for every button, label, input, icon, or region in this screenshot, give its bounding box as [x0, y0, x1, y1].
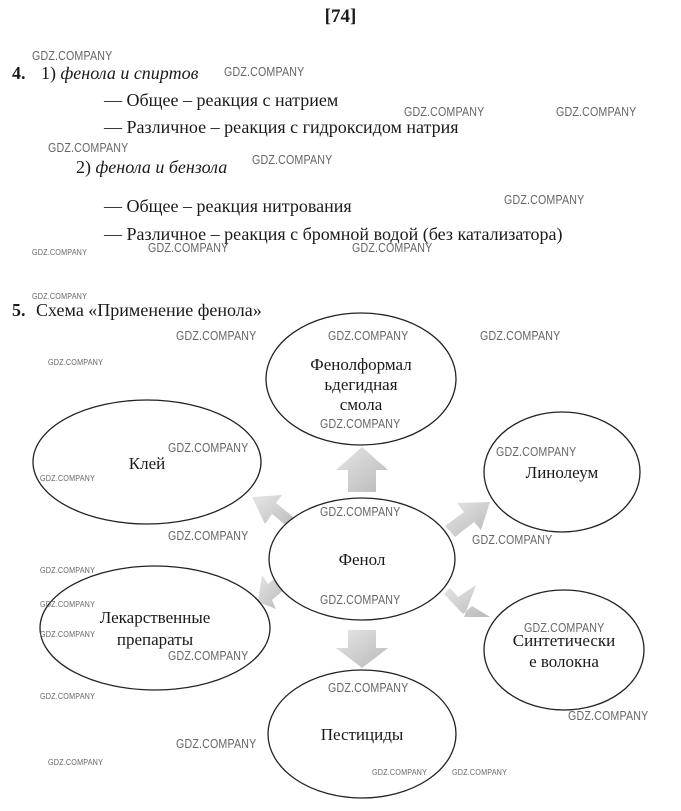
watermark: GDZ.COMPANY: [168, 648, 249, 663]
watermark: GDZ.COMPANY: [48, 358, 104, 367]
node-glue-label: Клей: [128, 454, 166, 473]
task4-item2-title: фенола и бензола: [95, 157, 228, 177]
watermark: GDZ.COMPANY: [40, 630, 96, 639]
watermark: GDZ.COMPANY: [504, 192, 585, 207]
watermark: GDZ.COMPANY: [40, 600, 96, 609]
watermark: GDZ.COMPANY: [320, 416, 401, 431]
watermark: GDZ.COMPANY: [320, 592, 401, 607]
page-number: [74]: [324, 6, 357, 27]
task5-number: 5.: [12, 300, 26, 320]
watermark: GDZ.COMPANY: [32, 248, 88, 257]
watermark: GDZ.COMPANY: [40, 474, 96, 483]
watermark: GDZ.COMPANY: [328, 328, 409, 343]
watermark: GDZ.COMPANY: [328, 680, 409, 695]
node-fibers: [484, 590, 644, 710]
task4-item1-title: фенола и спиртов: [60, 63, 199, 83]
watermark: GDZ.COMPANY: [168, 528, 249, 543]
node-medicine: [40, 566, 270, 690]
node-center-label: Фенол: [338, 550, 386, 569]
watermark: GDZ.COMPANY: [148, 240, 229, 255]
node-pesticides-label: Пестициды: [320, 725, 404, 744]
node-fibers-label-0: Синтетически: [512, 631, 616, 650]
task4-item2-line-1: — Различное – реакция с бромной водой (без катализатора): [104, 224, 563, 244]
watermark: GDZ.COMPANY: [524, 620, 605, 635]
watermark: GDZ.COMPANY: [452, 768, 508, 777]
watermark: GDZ.COMPANY: [496, 444, 577, 459]
node-medicine-label-1: препараты: [116, 630, 194, 649]
arrow-down-right-icon: [444, 585, 490, 617]
watermark: GDZ.COMPANY: [40, 566, 96, 575]
task4-item2-line-0: — Общее – реакция нитрования: [104, 196, 352, 216]
watermark: GDZ.COMPANY: [176, 736, 257, 751]
watermark: GDZ.COMPANY: [320, 504, 401, 519]
task5-title: Схема «Применение фенола»: [36, 300, 262, 320]
watermark: GDZ.COMPANY: [472, 532, 553, 547]
node-medicine-label-0: Лекарственные: [99, 608, 211, 627]
watermark: GDZ.COMPANY: [556, 104, 637, 119]
node-resin-label-1: ьдегидная: [324, 375, 398, 394]
watermark: GDZ.COMPANY: [372, 768, 428, 777]
watermark: GDZ.COMPANY: [40, 692, 96, 701]
watermark: GDZ.COMPANY: [404, 104, 485, 119]
watermark: GDZ.COMPANY: [48, 140, 129, 155]
watermark: GDZ.COMPANY: [252, 152, 333, 167]
watermark: GDZ.COMPANY: [32, 48, 113, 63]
node-resin-label-2: смола: [339, 395, 383, 414]
arrow-down-icon: [336, 630, 388, 668]
watermark: GDZ.COMPANY: [48, 758, 104, 767]
node-resin-label-0: Фенолформал: [310, 355, 412, 374]
arrow-up-icon: [336, 447, 388, 492]
task4-item2-num: 2): [76, 157, 91, 177]
node-fibers-label-1: е волокна: [529, 652, 599, 671]
task4-item1-num: 1): [41, 63, 56, 83]
watermark: GDZ.COMPANY: [168, 440, 249, 455]
watermark: GDZ.COMPANY: [224, 64, 305, 79]
task4-number: 4.: [12, 63, 26, 83]
watermark: GDZ.COMPANY: [176, 328, 257, 343]
watermark: GDZ.COMPANY: [480, 328, 561, 343]
watermark: GDZ.COMPANY: [32, 292, 88, 301]
task4-item1-line-1: — Различное – реакция с гидроксидом натрия: [104, 117, 459, 137]
task4-item1-line-0: — Общее – реакция с натрием: [104, 90, 339, 110]
watermark: GDZ.COMPANY: [568, 708, 649, 723]
watermark: GDZ.COMPANY: [352, 240, 433, 255]
node-linoleum-label: Линолеум: [525, 463, 599, 482]
